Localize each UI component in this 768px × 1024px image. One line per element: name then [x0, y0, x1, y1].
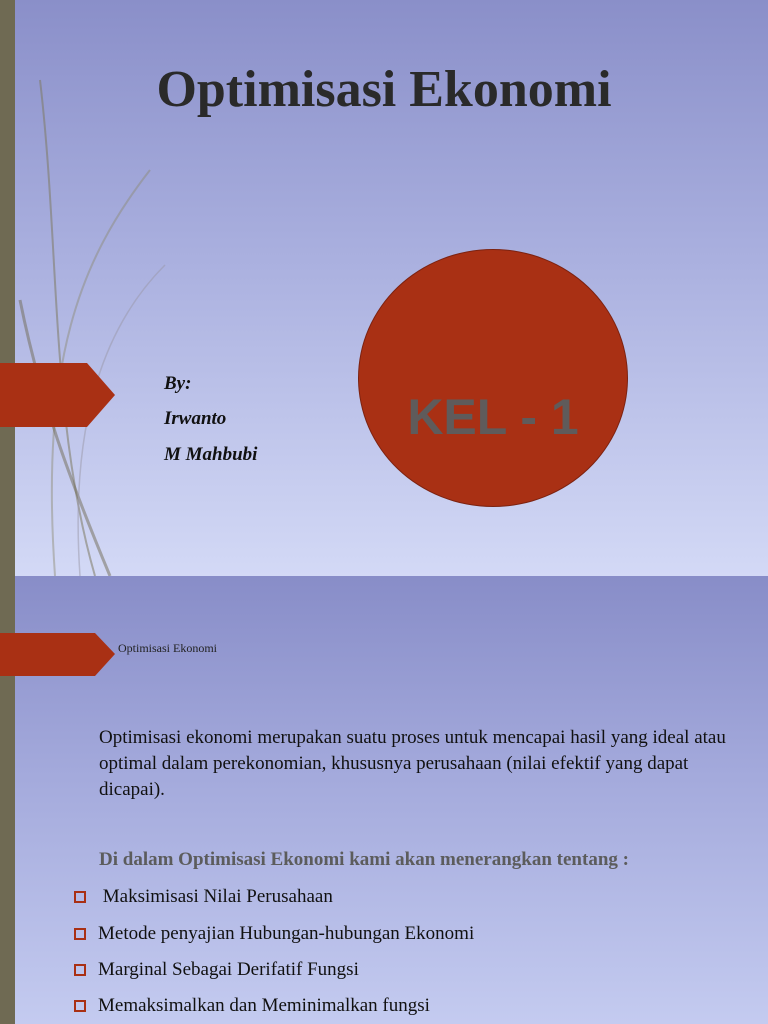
checkbox-bullet-icon [74, 964, 86, 976]
list-item-text: Metode penyajian Hubungan-hubungan Ekonomi [98, 923, 475, 944]
list-item-text: Memaksimalkan dan Meminimalkan fungsi [98, 995, 430, 1016]
slide-heading: Optimisasi Ekonomi [118, 641, 217, 655]
group-badge-circle [358, 249, 628, 507]
red-arrow-tab [0, 363, 120, 433]
list-item [74, 884, 333, 910]
checkbox-bullet-icon [74, 891, 86, 903]
definition-paragraph: Optimisasi ekonomi merupakan suatu proses untuk mencapai hasil yang ideal atau optimal dalam perekonomian, khususnya perusahaan (nilai efektif yang dapat dicapai). [99, 727, 726, 800]
red-arrow-tab [0, 633, 120, 683]
content-slide [0, 576, 768, 1024]
slide-title: Optimisasi Ekonomi [156, 61, 612, 118]
checkbox-bullet-icon [74, 1000, 86, 1012]
list-heading: Di dalam Optimisasi Ekonomi kami akan menerangkan tentang : [99, 849, 629, 870]
list-item-text: Marginal Sebagai Derifatif Fungsi [98, 959, 359, 980]
by-label: By: [164, 373, 192, 394]
author-name: M Mahbubi [164, 444, 258, 465]
list-item [74, 993, 430, 1019]
checkbox-bullet-icon [74, 928, 86, 940]
author-name: Irwanto [164, 408, 227, 429]
list-item-text: Maksimisasi Nilai Perusahaan [98, 886, 333, 907]
list-item [74, 957, 359, 983]
list-item [74, 921, 474, 947]
group-badge-label: KEL - 1 [407, 389, 579, 445]
